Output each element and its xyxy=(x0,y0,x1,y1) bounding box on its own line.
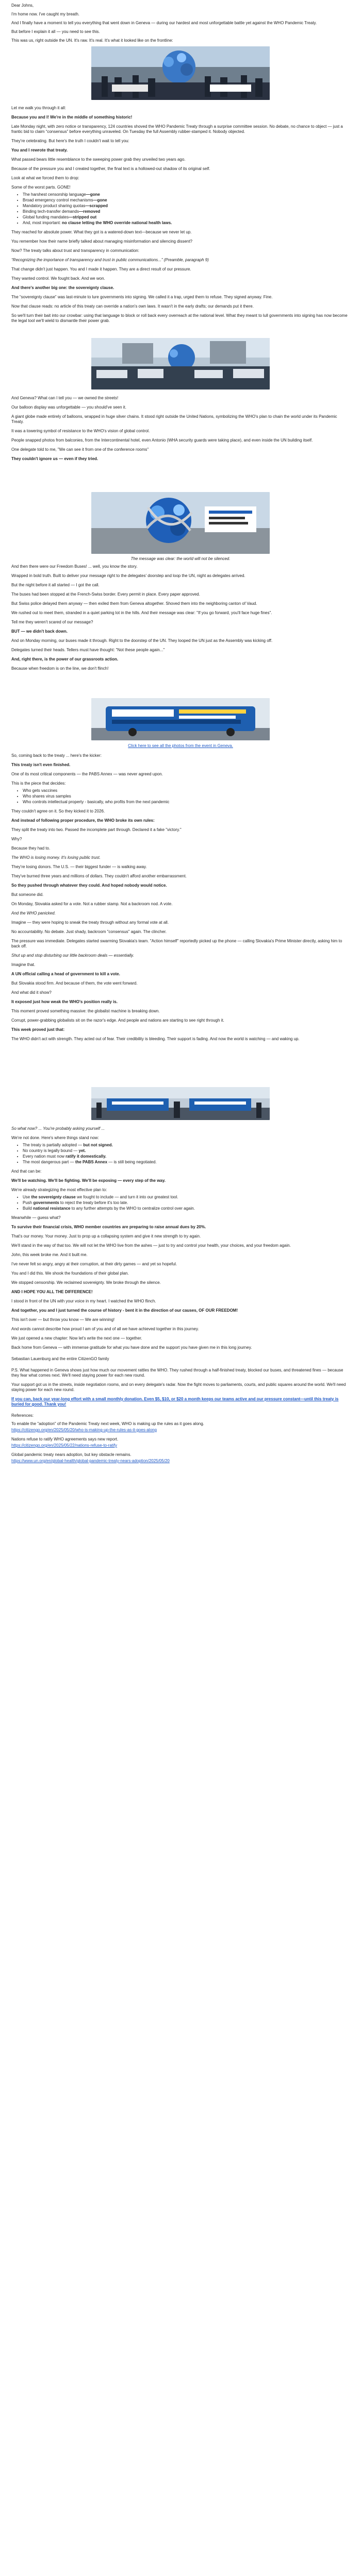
text: But the night before it all started — I got the call. xyxy=(11,583,100,587)
list-item: • Use the sovereignty clause we fought to include — and turn it into our greatest tool. xyxy=(23,1195,350,1200)
list-item: • Build national resistance to any further attempts by the WHO to centralize control over again. xyxy=(23,1206,350,1211)
text: To enable the "adoption" of the Pandemic Treaty next week, WHO is making up the rules as it goes along. xyxy=(11,1421,204,1426)
text: They reached for absolute power. What they got is a watered-down text—because we never let up. xyxy=(11,230,192,234)
list-item: • Push governments to reject the treaty before it's too late. xyxy=(23,1200,350,1206)
text: They've burned three years and millions of dollars. They couldn't afford another embarrassment. xyxy=(11,874,187,878)
quote: “Recognizing the importance of transparency and trust in public communications...” (Preamble, paragraph 9) xyxy=(11,258,209,262)
text: And the WHO panicked. xyxy=(11,911,56,916)
list-item: • Global funding mandates—stripped out xyxy=(23,215,350,220)
text: They couldn't ignore us — even if they tried. xyxy=(11,456,99,461)
text: And together, you and I just turned the course of history - bent it in the direction of our causes, OF OUR FREEDOM! xyxy=(11,1308,238,1313)
text: We stopped censorship. We reclaimed sovereignty. We broke through the silence. xyxy=(11,1280,161,1285)
reference-link[interactable]: https://citizengo.org/en/2025/05/20/who-is-making-up-the-rules-as-it-goes-along xyxy=(11,1428,157,1432)
text: It exposed just how weak the WHO's position really is. xyxy=(11,999,118,1004)
text: People snapped photos from balconies, from the Intercontinental hotel, even Antonio (WHA security guards were taking place), and even inside the UN building itself. xyxy=(11,438,313,443)
text: They split the treaty into two. Passed the incomplete part through. Declared it a fake "victory." xyxy=(11,827,182,832)
list-item: • The harshest censorship language—gone xyxy=(23,192,350,197)
donate-link[interactable]: If you can, back our year-long effort with a small monthly donation. Even $5, $10, or $20 a month keeps our teams active and our pressure constant—until this treaty is buried for good. Thank you! xyxy=(11,1397,339,1406)
text: We just opened a new chapter: Now let's write the next one — together. xyxy=(11,1336,142,1341)
text: We're already strategizing the most effective plan to: xyxy=(11,1188,107,1192)
photo-freedom-bus xyxy=(91,698,270,740)
text: Global pandemic treaty nears adoption, but key obstacle remains. xyxy=(11,1452,132,1457)
list-item: • Mandatory product sharing quotas—scrapped xyxy=(23,204,350,209)
text: You remember how their name briefly talked about managing misinformation and silencing dissent? xyxy=(11,239,193,244)
reference-link[interactable]: https://citizengo.org/en/2025/05/22/nations-refuse-to-ratify xyxy=(11,1443,118,1448)
text: And there's another big one: the sovereignty clause. xyxy=(11,285,114,290)
image-caption: The message was clear: the world will not be silenced. xyxy=(130,556,231,561)
text: And words cannot describe how proud I am of you and of all we have achieved together in this journey. xyxy=(11,1327,199,1331)
text: Delegates turned their heads. Tellers must have thought: "Not these people again..." xyxy=(11,648,165,652)
status-list xyxy=(11,1143,350,1165)
text: And instead of following proper procedure, the WHO broke its own rules: xyxy=(11,818,155,823)
text: References: xyxy=(11,1413,34,1418)
text: Wrapped in bold truth. Built to deliver your message right to the delegates' doorstep and loop the UN, night as delegates arrived. xyxy=(11,573,245,578)
text: They're celebrating. But here's the truth I couldn't wait to tell you: xyxy=(11,139,129,143)
section-geneva xyxy=(11,396,350,462)
text: They couldn't agree on it. So they kicked it to 2026. xyxy=(11,809,105,814)
list-item: • Binding tech-transfer demands—removed xyxy=(23,209,350,214)
text: Look at what we forced them to drop: xyxy=(11,176,79,180)
salutation: Dear Johns, xyxy=(11,3,34,8)
text: Some of the worst parts. GONE! xyxy=(11,185,71,190)
text: To survive their financial crisis, WHO member countries are preparing to raise annual dues by 20%. xyxy=(11,1225,206,1229)
text: It was a towering symbol of resistance to the WHO's vision of global control. xyxy=(11,429,150,433)
text: That change didn't just happen. You and I made it happen. They are a direct result of our pressure. xyxy=(11,267,191,272)
intro-line: I'm home now. I've caught my breath. xyxy=(11,12,80,16)
text: And Geneva? What can I tell you — we owned the streets! xyxy=(11,396,119,400)
list-item: • Who controls intellectual property - basically, who profits from the next pandemic xyxy=(23,800,350,805)
text: This week proved just that: xyxy=(11,1027,65,1032)
list-item: • And, most important: no clause letting the WHO override national health laws. xyxy=(23,221,350,226)
list-item: • Who shares virus samples xyxy=(23,794,350,799)
photo-balloon-globe xyxy=(91,492,270,554)
text: We're not done. Here's where things stand now: xyxy=(11,1136,99,1140)
section-freedom-buses xyxy=(11,564,350,671)
text: The buses had been stopped at the French-Swiss border. Every permit in place. Every paper approved. xyxy=(11,592,200,597)
text: This is the piece that decides: xyxy=(11,781,66,786)
email-intro xyxy=(11,3,350,43)
section-treaty-unfinished xyxy=(11,753,350,1042)
text: This isn't over — but throw you know — We are winning! xyxy=(11,1317,115,1322)
text: BUT — we didn't back down. xyxy=(11,629,68,634)
pabs-list xyxy=(11,788,350,805)
reference-link[interactable]: https://www.un.org/en/global-health/global-pandemic-treaty-nears-adoption/2025/05/20 xyxy=(11,1459,170,1463)
list-item: • Every nation must now ratify it domestically. xyxy=(23,1154,350,1159)
text: And on Monday morning, our buses made it through. Right to the doorstep of the UN. They looped the UN just as the Assembly was kicking off. xyxy=(11,638,273,643)
text: One of its most critical components — the PABS Annex — was never agreed upon. xyxy=(11,772,163,776)
text: You and I rewrote that treaty. xyxy=(11,148,68,152)
text: Shut up and stop disturbing our little backroom deals — essentially. xyxy=(11,953,134,958)
text: What passed bears little resemblance to the sweeping power grab they unveiled two years ago. xyxy=(11,157,186,162)
text: Because when freedom is on the line, we don't flinch! xyxy=(11,666,109,671)
text: We'll be watching. We'll be fighting. We'll be exposing — every step of the way. xyxy=(11,1178,166,1183)
text: But someone did. xyxy=(11,892,44,897)
donate-cta xyxy=(11,1397,350,1407)
text: One delegate told to me, "We can see it from one of the conference rooms" xyxy=(11,447,149,452)
text: I stood in front of the UN with your voice in my heart. I watched the WHO flinch. xyxy=(11,1299,156,1303)
text: You and I did this. We shook the foundations of their global plan. xyxy=(11,1271,129,1276)
text: Imagine — they were hoping to sneak the treaty through without any formal vote at all. xyxy=(11,920,169,925)
text: And, right there, is the power of our grassroots action. xyxy=(11,657,119,662)
list-item: • No country is legally bound — yet. xyxy=(23,1148,350,1154)
gone-list xyxy=(11,192,350,226)
text: So what now? ... You're probably asking yourself ... xyxy=(11,1126,105,1131)
text: They're losing donors. The U.S. — their biggest funder — is walking away. xyxy=(11,865,147,869)
text: No accountability. No debate. Just shady, backroom "consensus" again. The clincher. xyxy=(11,929,167,934)
text: But Swiss police delayed them anyway — then exiled them from Geneva altogether. Shoved them into the neighboring canton of Vaud. xyxy=(11,601,257,606)
text: Now that clause reads: no article of this treaty can override a nation's own laws. It wasn't in the early drafts; our demands put it there. xyxy=(11,304,254,309)
text: And what did it show? xyxy=(11,990,52,995)
text: So, coming back to the treaty ... here's the kicker: xyxy=(11,753,102,758)
text: The pressure was immediate. Delegates started swarming Slovakia's team. "Action himself" reportedly picked up the phone — calling Slovakia's Prime Minister directly, asking him to back off. xyxy=(11,939,342,948)
photo-crowd-balloons xyxy=(91,338,270,389)
text: They wanted control. We fought back. And we won. xyxy=(11,276,105,281)
photo-protest-outside-un xyxy=(91,46,270,100)
text: This treaty isn't even finished. xyxy=(11,762,71,767)
text: Corrupt, power-grabbing globalists sit on the razor's edge. And people and nations are starting to see right through it. xyxy=(11,1018,224,1023)
text: P.S. What happened in Geneva shows just how much our movement rattles the WHO. They rushed through a half-finished treaty, blocked our buses, and threatened fines — because they fear what comes next. We'll need staying power for each new round. xyxy=(11,1368,343,1378)
text: On Monday, Slovakia asked for a vote. Not a rubber stamp. Not a backroom nod. A vote. xyxy=(11,902,173,906)
text: Let me walk you through it all: xyxy=(11,106,66,110)
intro-line: But before I explain it all — you need to see this. xyxy=(11,29,100,34)
text: The “sovereignty clause” was last-minute to lure governments into signing. We called it a trap, urged them to refuse. They signed anyway. Fine. xyxy=(11,295,273,299)
text: We rushed out to meet them, stranded in a quiet parking lot in the hills. And their message was clear: "If you go forward, you'll face huge fines". xyxy=(11,611,272,615)
text: This moment proved something massive: the globalist machine is breaking down. xyxy=(11,1009,160,1013)
text: Why? xyxy=(11,837,22,841)
strategy-list xyxy=(11,1195,350,1211)
text: So we'll turn their bait into our crowbar: using that language to block or roll back every overreach at the national level. What they meant to lull governments into signing has now become the legal tool we'll wield to dismantle their power grab. xyxy=(11,313,348,323)
text: Tell me they weren't scared of our message? xyxy=(11,620,93,624)
list-item: • Broad emergency control mechanisms—gone xyxy=(23,198,350,203)
text: So they pushed through whatever they could. And hoped nobody would notice. xyxy=(11,883,167,888)
text: Because they had to. xyxy=(11,846,51,851)
list-item: • The treaty is partially adopted — but not signed. xyxy=(23,1143,350,1148)
text: A UN official calling a head of government to kill a vote. xyxy=(11,972,120,976)
text: Meanwhile — guess what? xyxy=(11,1215,61,1220)
text: Your support got us in the streets, inside negotiation rooms, and on every delegate's radar. Now the fight moves to parliaments, courts, and public squares around the world. We'll need staying power for each new round. xyxy=(11,1382,346,1392)
text: And then there were our Freedom Buses! ... well, you know the story. xyxy=(11,564,138,569)
text: Late Monday night, with zero notice or transparency, 124 countries shoved the WHO Pandemic Treaty through a surprise committee session. No debate, no chance to object — just a frantic bid to claim “consensus” before everything unraveled. On Tuesday the full Assembly rubber-stamped it. Nobody objected. xyxy=(11,124,343,134)
text: We'll stand in the way of that too. We will not let the WHO live from the ashes — just to try and control your health, your choices, and your freedom again. xyxy=(11,1243,291,1248)
text: And that can be: xyxy=(11,1169,42,1174)
photos-link[interactable]: Click here to see all the photos from the event in Geneva. xyxy=(128,743,233,748)
text: Our balloon display was unforgettable — you should've seen it. xyxy=(11,405,126,410)
link-photos-wrapper xyxy=(0,743,361,749)
text: I've never felt so angry, angry at their corruption, at their dirty games — and yet so hopeful. xyxy=(11,1262,177,1266)
list-item: • The most dangerous part — the PABS Annex — is still being negotiated. xyxy=(23,1160,350,1165)
photo-group-banners xyxy=(91,1087,270,1120)
text: Now? The treaty talks about trust and transparency in communication: xyxy=(11,248,139,253)
text: But Slovakia stood firm. And because of them, the vote went forward. xyxy=(11,981,138,986)
intro-line: This was us, right outside the UN. It's raw. It's real. It's what it looked like on the frontline: xyxy=(11,38,173,43)
text: Nations refuse to ratify WHO agreements says new report. xyxy=(11,1437,119,1442)
text: That's our money. Your money. Just to prop up a collapsing system and give it new strength to try again. xyxy=(11,1234,201,1239)
text: Back home from Geneva — with immense gratitude for what you have done and the support you have given me in this long journey. xyxy=(11,1345,252,1350)
text: John, this week broke me. And it built me. xyxy=(11,1252,88,1257)
text: Because you and I! We're in the middle of something historic! xyxy=(11,115,133,120)
text: Because of the pressure you and I created together, the final text is a hollowed-out shadow of its original self. xyxy=(11,166,210,171)
section-walkthrough xyxy=(11,106,350,324)
text: The WHO didn't act with strength. They acted out of fear. Their credibility is bleeding. Their support is fading. And now the world is watching — and waking up. xyxy=(11,1037,300,1041)
intro-line: And I finally have a moment to tell you everything that went down in Geneva — during our hardest and most unforgettable battle yet against the WHO Pandemic Treaty. xyxy=(11,21,317,25)
text: AND I HOPE YOU ALL THE DIFFERENCE! xyxy=(11,1290,93,1294)
list-item: • Who gets vaccines xyxy=(23,788,350,793)
text: The WHO is losing money. It's losing public trust. xyxy=(11,855,101,860)
text: A giant globe made entirely of balloons, wrapped in huge silver chains. It stood right outside the United Nations, symbolizing the WHO's plan to chain the world under its Pandemic Treaty. xyxy=(11,414,337,424)
text: Imagine that. xyxy=(11,962,36,967)
signature: Sebastian Lauenburg and the entire CitizenGO family xyxy=(11,1357,109,1361)
section-what-now xyxy=(11,1126,350,1464)
